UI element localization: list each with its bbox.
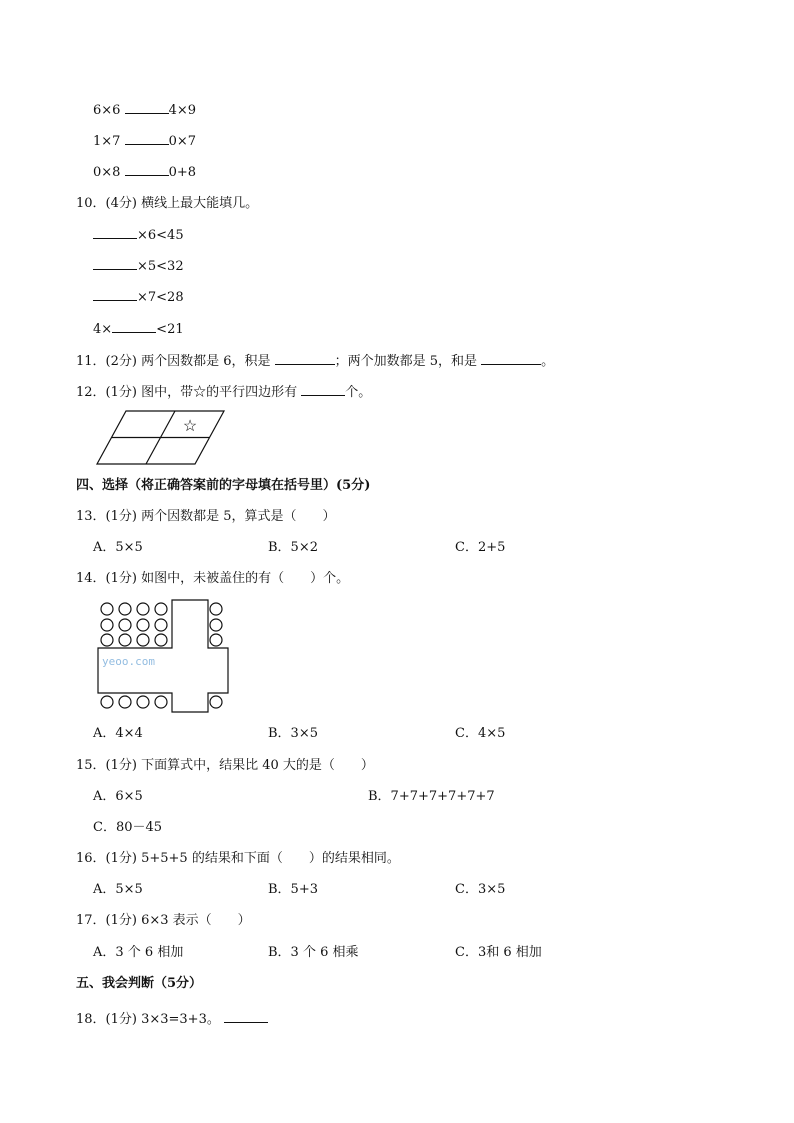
question-13-stem: 13．(1分) 两个因数都是 5，算式是（ ） xyxy=(76,509,336,524)
compare-row-2: 1×7 0×7 xyxy=(93,134,197,149)
answer-blank[interactable] xyxy=(125,132,169,145)
q16-option-c[interactable]: C．3×5 xyxy=(455,882,506,897)
q16-option-a[interactable]: A．5×5 xyxy=(93,882,143,897)
q10-row-3: ×7<28 xyxy=(93,288,184,307)
question-10-stem: 10．(4分) 横线上最大能填几。 xyxy=(76,196,259,211)
answer-blank[interactable] xyxy=(125,163,169,176)
q15-option-a[interactable]: A．6×5 xyxy=(93,789,143,804)
answer-blank[interactable] xyxy=(93,288,137,301)
question-16-stem: 16．(1分) 5+5+5 的结果和下面（ ）的结果相同。 xyxy=(76,851,400,866)
question-18: 18．(1分) 3×3=3+3。 xyxy=(76,1010,268,1029)
compare-row-1: 6×6 4×9 xyxy=(93,103,197,118)
question-14-stem: 14．(1分) 如图中，未被盖住的有（ ）个。 xyxy=(76,571,350,586)
q13-option-c[interactable]: C．2+5 xyxy=(455,540,506,555)
q10-row-1: ×6<45 xyxy=(93,226,184,245)
q17-option-b[interactable]: B．3 个 6 相乘 xyxy=(268,945,359,960)
question-12: 12．(1分) 图中，带☆的平行四边形有 个。 xyxy=(76,385,372,400)
watermark: yeoo.com xyxy=(102,655,155,668)
answer-blank[interactable] xyxy=(125,101,169,114)
section-4-heading: 四、选择（将正确答案前的字母填在括号里）(5分) xyxy=(76,478,371,493)
answer-blank[interactable] xyxy=(93,226,137,239)
answer-blank[interactable] xyxy=(301,383,345,396)
answer-blank[interactable] xyxy=(93,257,137,270)
answer-blank[interactable] xyxy=(112,320,156,333)
q17-option-c[interactable]: C．3和 6 相加 xyxy=(455,945,542,960)
question-17-stem: 17．(1分) 6×3 表示（ ） xyxy=(76,913,251,928)
q15-option-c[interactable]: C．80－45 xyxy=(93,820,163,835)
question-11: 11．(2分) 两个因数都是 6，积是 ；两个加数都是 5，和是 。 xyxy=(76,354,555,369)
answer-blank[interactable] xyxy=(275,352,335,365)
q10-row-4: 4× <21 xyxy=(93,322,184,337)
section-5-heading: 五、我会判断（5分） xyxy=(76,976,203,991)
q13-option-b[interactable]: B．5×2 xyxy=(268,540,318,555)
q14-option-a[interactable]: A．4×4 xyxy=(93,726,143,741)
parallelogram-figure xyxy=(96,410,226,466)
q15-option-b[interactable]: B．7+7+7+7+7+7 xyxy=(368,789,495,804)
q14-option-b[interactable]: B．3×5 xyxy=(268,726,318,741)
q16-option-b[interactable]: B．5+3 xyxy=(268,882,318,897)
answer-blank[interactable] xyxy=(481,352,541,365)
answer-blank[interactable] xyxy=(224,1010,268,1023)
q14-option-c[interactable]: C．4×5 xyxy=(455,726,506,741)
q17-option-a[interactable]: A．3 个 6 相加 xyxy=(93,945,184,960)
question-15-stem: 15．(1分) 下面算式中，结果比 40 大的是（ ） xyxy=(76,758,374,773)
compare-row-3: 0×8 0+8 xyxy=(93,165,197,180)
q10-row-2: ×5<32 xyxy=(93,257,184,276)
q13-option-a[interactable]: A．5×5 xyxy=(93,540,143,555)
star-icon: ☆ xyxy=(182,416,198,435)
covered-circles-figure xyxy=(96,598,231,714)
